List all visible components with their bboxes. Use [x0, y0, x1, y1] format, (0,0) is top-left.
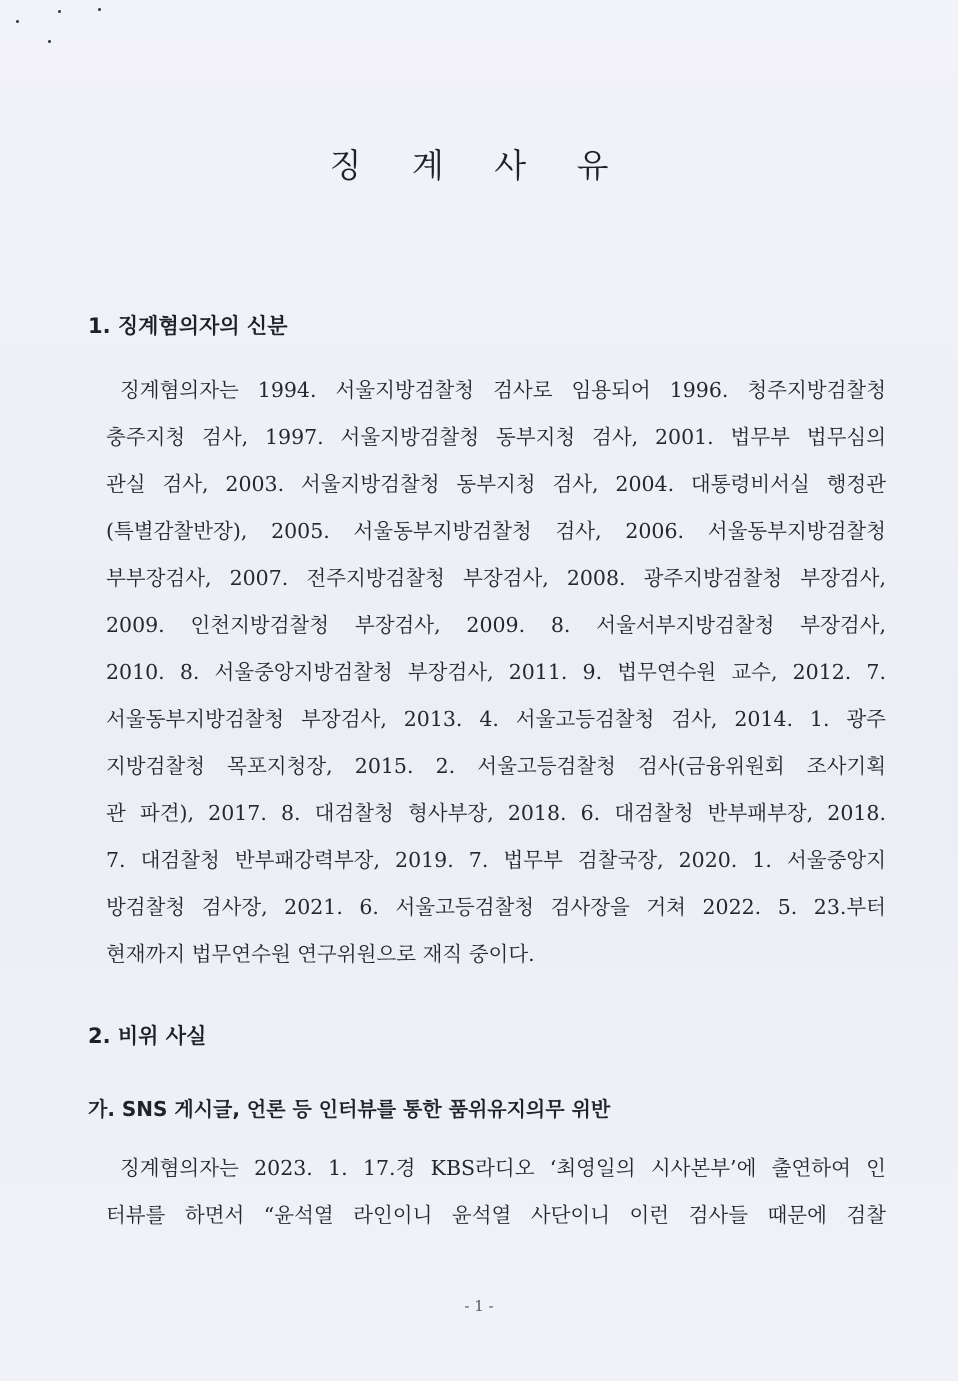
paragraph-line: 관 파견), 2017. 8. 대검찰청 형사부장, 2018. 6. 대검찰청 반부패부장, 2018.: [106, 801, 886, 825]
section-heading-misconduct: 2. 비위 사실: [88, 1024, 207, 1048]
scan-speck: [16, 20, 19, 23]
paragraph-line: 현재까지 법무연수원 연구위원으로 재직 중이다.: [106, 942, 535, 966]
paragraph-line: 2010. 8. 서울중앙지방검찰청 부장검사, 2011. 9. 법무연수원 교수, 2012. 7.: [106, 660, 886, 684]
section-identity-paragraph: [106, 370, 886, 981]
paragraph-line: 지방검찰청 목포지청장, 2015. 2. 서울고등검찰청 검사(금융위원회 조사기획: [106, 754, 886, 778]
paragraph-line: 징계혐의자는 2023. 1. 17.경 KBS라디오 ‘최영일의 시사본부’에 출연하여 인: [120, 1156, 886, 1180]
paragraph-line: (특별감찰반장), 2005. 서울동부지방검찰청 검사, 2006. 서울동부지방검찰청: [106, 519, 886, 543]
paragraph-line: 관실 검사, 2003. 서울지방검찰청 동부지청 검사, 2004. 대통령비서실 행정관: [106, 472, 886, 496]
paragraph-line: 2009. 인천지방검찰청 부장검사, 2009. 8. 서울서부지방검찰청 부장검사,: [106, 613, 886, 637]
paragraph-line: 징계혐의자는 1994. 서울지방검찰청 검사로 임용되어 1996. 청주지방검찰청: [120, 378, 886, 402]
scan-speck: [98, 8, 101, 11]
scan-speck: [58, 10, 61, 13]
section-heading-identity: 1. 징계혐의자의 신분: [88, 314, 288, 338]
paragraph-line: 부부장검사, 2007. 전주지방검찰청 부장검사, 2008. 광주지방검찰청 부장검사,: [106, 566, 886, 590]
paragraph-line: 충주지청 검사, 1997. 서울지방검찰청 동부지청 검사, 2001. 법무부 법무심의: [106, 425, 886, 449]
scan-speck: [48, 40, 51, 43]
paragraph-line: 방검찰청 검사장, 2021. 6. 서울고등검찰청 검사장을 거쳐 2022. 5. 23.부터: [106, 895, 886, 919]
section-misconduct-paragraph: [106, 1148, 886, 1242]
paragraph-line: 7. 대검찰청 반부패강력부장, 2019. 7. 법무부 검찰국장, 2020. 1. 서울중앙지: [106, 848, 886, 872]
page-number: - 1 -: [464, 1297, 494, 1315]
subsection-heading-dignity: 가. SNS 게시글, 언론 등 인터뷰를 통한 품위유지의무 위반: [88, 1097, 611, 1121]
paragraph-line: 서울동부지방검찰청 부장검사, 2013. 4. 서울고등검찰청 검사, 2014. 1. 광주: [106, 707, 886, 731]
document-title: 징 계 사 유: [329, 146, 629, 185]
paragraph-line: 터뷰를 하면서 “윤석열 라인이니 윤석열 사단이니 이런 검사들 때문에 검찰: [106, 1203, 886, 1227]
